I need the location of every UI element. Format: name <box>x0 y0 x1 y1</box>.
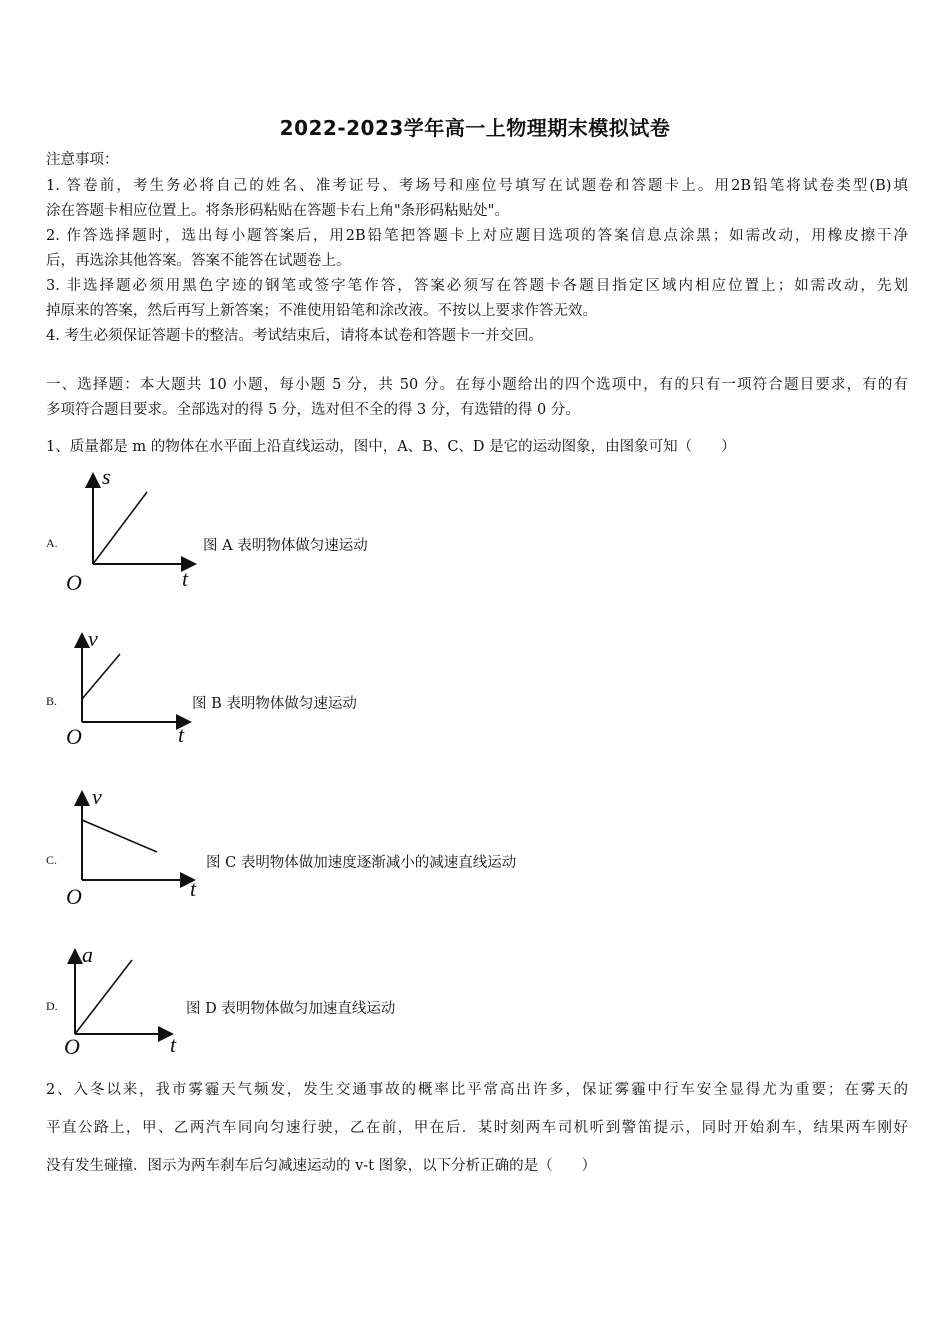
graph-line <box>82 820 157 852</box>
question-2-line: 没有发生碰撞．图示为两车刹车后匀减速运动的 v-t 图象，以下分析正确的是（ ） <box>46 1158 597 1174</box>
y-axis-label: s <box>102 464 111 489</box>
option-a-text: 图 A 表明物体做匀速运动 <box>203 538 368 554</box>
origin-label: O <box>66 724 82 749</box>
graph-line <box>93 492 147 564</box>
y-axis-label: v <box>92 784 102 809</box>
notice-line: 4. 考生必须保证答题卡的整洁。考试结束后，请将本试卷和答题卡一并交回。 <box>46 328 543 344</box>
section-instruction: 多项符合题目要求。全部选对的得 5 分，选对但不全的得 3 分，有选错的得 0 分。 <box>46 402 580 418</box>
page-title: 2022-2023学年高一上物理期末模拟试卷 <box>279 116 671 140</box>
notice-line: 涂在答题卡相应位置上。将条形码粘贴在答题卡右上角"条形码粘贴处"。 <box>46 203 509 219</box>
question-1-stem: 1、质量都是 m 的物体在水平面上沿直线运动，图中，A、B、C、D 是它的运动图象，由图象可知（ ） <box>46 439 736 455</box>
graph-line <box>75 960 132 1034</box>
section-instruction: 一、选择题：本大题共 10 小题，每小题 5 分，共 50 分。在每小题给出的四个选项中，有的只有一项符合题目要求，有的有 <box>46 377 908 393</box>
graph-line <box>82 654 120 699</box>
option-c-label: C. <box>46 853 58 867</box>
option-c-graph <box>60 784 210 909</box>
option-b-label: B. <box>46 694 58 708</box>
x-axis-label: t <box>178 722 185 747</box>
origin-label: O <box>66 570 82 595</box>
option-d-label: D. <box>46 999 58 1013</box>
option-a-graph <box>60 462 210 595</box>
notice-line: 1. 答卷前，考生务必将自己的姓名、准考证号、考场号和座位号填写在试题卷和答题卡上。用2B铅笔将试卷类型(B)填 <box>46 178 908 194</box>
notice-line: 掉原来的答案，然后再写上新答案；不准使用铅笔和涂改液。不按以上要求作答无效。 <box>46 303 597 319</box>
question-2-line: 2、入冬以来，我市雾霾天气频发，发生交通事故的概率比平常高出许多，保证雾霾中行车安全显得尤为重要；在雾天的 <box>46 1082 908 1098</box>
option-b-text: 图 B 表明物体做匀速运动 <box>192 696 357 712</box>
option-c-text: 图 C 表明物体做加速度逐渐减小的减速直线运动 <box>206 855 517 871</box>
notice-heading: 注意事项： <box>46 152 119 168</box>
option-d-text: 图 D 表明物体做匀加速直线运动 <box>186 1001 396 1017</box>
origin-label: O <box>66 884 82 909</box>
notice-line: 后，再选涂其他答案。答案不能答在试题卷上。 <box>46 253 351 269</box>
origin-label: O <box>64 1034 80 1059</box>
option-b-graph <box>60 624 200 749</box>
question-2-line: 平直公路上，甲、乙两汽车同向匀速行驶，乙在前，甲在后．某时刻两车司机听到警笛提示，同时开始刹车，结果两车刚好 <box>46 1120 908 1136</box>
y-axis-label: v <box>88 626 98 651</box>
y-axis-label: a <box>82 942 93 967</box>
notice-line: 2. 作答选择题时，选出每小题答案后，用2B铅笔把答题卡上对应题目选项的答案信息点涂黑；如需改动，用橡皮擦干净 <box>46 228 908 244</box>
notice-line: 3. 非选择题必须用黑色字迹的钢笔或签字笔作答，答案必须写在答题卡各题目指定区域内相应位置上；如需改动，先划 <box>46 278 908 294</box>
x-axis-label: t <box>190 876 197 901</box>
option-d-graph <box>60 942 200 1062</box>
x-axis-label: t <box>170 1032 177 1057</box>
x-axis-label: t <box>182 566 189 591</box>
option-a-label: A. <box>46 536 58 550</box>
